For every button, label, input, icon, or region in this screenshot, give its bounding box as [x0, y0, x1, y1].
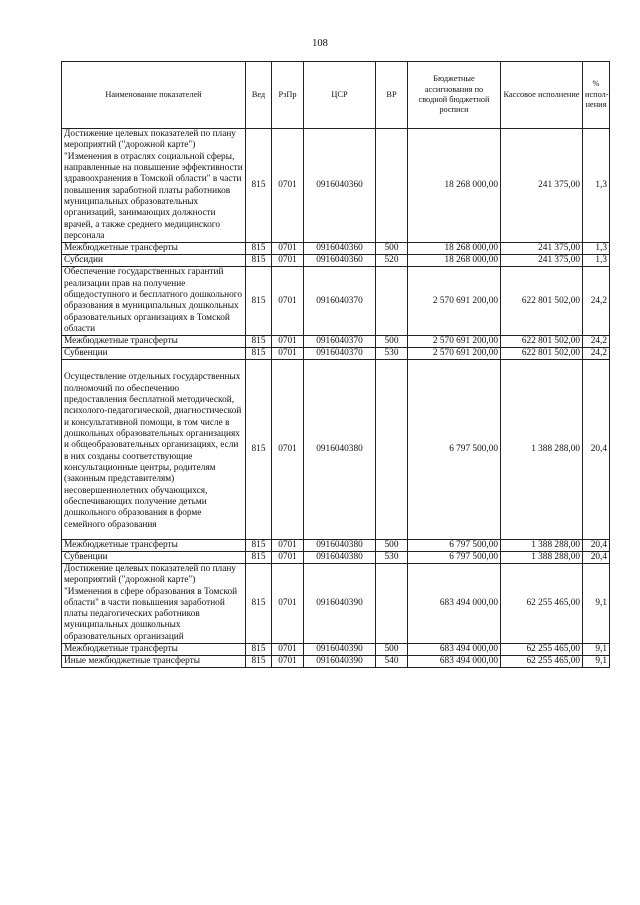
row-rzpr: 0701	[272, 255, 304, 267]
header-csr: ЦСР	[304, 62, 376, 129]
row-cash: 62 255 465,00	[501, 656, 583, 668]
row-rzpr: 0701	[272, 348, 304, 360]
row-budget: 18 268 000,00	[408, 129, 501, 243]
row-rzpr: 0701	[272, 551, 304, 563]
header-vr: ВР	[376, 62, 408, 129]
header-budget: Бюджетные ассигнования по сводной бюджетной росписи	[408, 62, 501, 129]
header-percent: % испол-нения	[583, 62, 610, 129]
row-rzpr: 0701	[272, 129, 304, 243]
row-csr: 0916040360	[304, 129, 376, 243]
row-name: Межбюджетные трансферты	[62, 539, 246, 551]
row-rzpr: 0701	[272, 563, 304, 643]
row-csr: 0916040360	[304, 243, 376, 255]
table-row	[62, 644, 610, 656]
budget-execution-table	[61, 61, 610, 668]
row-name: Межбюджетные трансферты	[62, 644, 246, 656]
row-name: Межбюджетные трансферты	[62, 243, 246, 255]
table-row	[62, 267, 610, 336]
row-ved: 815	[246, 644, 272, 656]
row-vr	[376, 267, 408, 336]
row-budget: 18 268 000,00	[408, 255, 501, 267]
row-percent: 1,3	[583, 129, 610, 243]
row-csr: 0916040380	[304, 551, 376, 563]
row-percent: 20,4	[583, 360, 610, 540]
row-csr: 0916040360	[304, 255, 376, 267]
row-rzpr: 0701	[272, 336, 304, 348]
row-cash: 1 388 288,00	[501, 360, 583, 540]
row-csr: 0916040390	[304, 563, 376, 643]
row-vr: 500	[376, 539, 408, 551]
row-rzpr: 0701	[272, 644, 304, 656]
table-row	[62, 336, 610, 348]
row-name: Осуществление отдельных государственных полномочий по обеспечению предоставления бесплатной методической, психолого-педагогической, диагностической и консультативной помощи, в том числе в дошкольных образовательных организациях и общеобразовательных организациях, если в них созданы соответствующие консультационные центры, родителям (законным представителям) несовершеннолетних обучающихся, обеспечивающих получение детьми дошкольного образования в форме семейного образования	[62, 360, 246, 540]
row-csr: 0916040390	[304, 644, 376, 656]
row-ved: 815	[246, 551, 272, 563]
row-cash: 62 255 465,00	[501, 563, 583, 643]
row-name: Субвенции	[62, 348, 246, 360]
row-csr: 0916040370	[304, 267, 376, 336]
row-percent: 20,4	[583, 539, 610, 551]
row-ved: 815	[246, 656, 272, 668]
header-rzpr: РзПр	[272, 62, 304, 129]
row-cash: 241 375,00	[501, 129, 583, 243]
header-row	[62, 62, 610, 129]
row-rzpr: 0701	[272, 267, 304, 336]
row-cash: 622 801 502,00	[501, 336, 583, 348]
row-name: Иные межбюджетные трансферты	[62, 656, 246, 668]
row-name: Межбюджетные трансферты	[62, 336, 246, 348]
row-csr: 0916040370	[304, 336, 376, 348]
table-row	[62, 243, 610, 255]
row-rzpr: 0701	[272, 656, 304, 668]
row-budget: 683 494 000,00	[408, 656, 501, 668]
row-rzpr: 0701	[272, 243, 304, 255]
row-percent: 20,4	[583, 551, 610, 563]
row-vr	[376, 563, 408, 643]
row-cash: 62 255 465,00	[501, 644, 583, 656]
row-name: Обеспечение государственных гарантий реализации прав на получение общедоступного и бесплатного дошкольного образования в муниципальных дошкольных образовательных организациях в Томской области	[62, 267, 246, 336]
row-ved: 815	[246, 348, 272, 360]
row-csr: 0916040370	[304, 348, 376, 360]
row-name: Достижение целевых показателей по плану мероприятий ("дорожной карте") "Изменения в сфере образования в Томской области" в части повышения заработной платы педагогических работников муниципальных дошкольных образовательных организаций	[62, 563, 246, 643]
row-csr: 0916040390	[304, 656, 376, 668]
row-ved: 815	[246, 255, 272, 267]
row-budget: 6 797 500,00	[408, 551, 501, 563]
row-cash: 241 375,00	[501, 255, 583, 267]
row-vr: 530	[376, 348, 408, 360]
header-ved: Вед	[246, 62, 272, 129]
row-csr: 0916040380	[304, 360, 376, 540]
row-vr: 520	[376, 255, 408, 267]
row-vr	[376, 360, 408, 540]
row-percent: 9,1	[583, 644, 610, 656]
row-budget: 683 494 000,00	[408, 563, 501, 643]
row-percent: 1,3	[583, 243, 610, 255]
table-row	[62, 656, 610, 668]
row-cash: 622 801 502,00	[501, 348, 583, 360]
page-number: 108	[312, 38, 328, 49]
table-row	[62, 539, 610, 551]
row-ved: 815	[246, 243, 272, 255]
table-row	[62, 348, 610, 360]
row-budget: 6 797 500,00	[408, 360, 501, 540]
header-name: Наименование показателей	[62, 62, 246, 129]
row-percent: 1,3	[583, 255, 610, 267]
row-budget: 18 268 000,00	[408, 243, 501, 255]
row-percent: 9,1	[583, 656, 610, 668]
row-vr: 500	[376, 336, 408, 348]
table-row	[62, 551, 610, 563]
row-ved: 815	[246, 563, 272, 643]
row-ved: 815	[246, 129, 272, 243]
row-vr	[376, 129, 408, 243]
row-vr: 530	[376, 551, 408, 563]
header-cash: Кассовое исполнение	[501, 62, 583, 129]
row-budget: 6 797 500,00	[408, 539, 501, 551]
row-rzpr: 0701	[272, 360, 304, 540]
row-vr: 500	[376, 243, 408, 255]
row-name: Субвенции	[62, 551, 246, 563]
row-budget: 2 570 691 200,00	[408, 336, 501, 348]
row-cash: 1 388 288,00	[501, 551, 583, 563]
row-budget: 2 570 691 200,00	[408, 267, 501, 336]
row-vr: 540	[376, 656, 408, 668]
row-percent: 24,2	[583, 348, 610, 360]
row-csr: 0916040380	[304, 539, 376, 551]
row-name: Достижение целевых показателей по плану мероприятий ("дорожной карте") "Изменения в отраслях социальной сферы, направленные на повышение эффективности здравоохранения в Томской области" в части повышения заработной платы работников муниципальных образовательных организаций, занимающих должности врачей, а также среднего медицинского персонала	[62, 129, 246, 243]
table-row	[62, 360, 610, 540]
table-row	[62, 255, 610, 267]
row-cash: 241 375,00	[501, 243, 583, 255]
row-budget: 2 570 691 200,00	[408, 348, 501, 360]
row-cash: 622 801 502,00	[501, 267, 583, 336]
row-percent: 24,2	[583, 336, 610, 348]
row-budget: 683 494 000,00	[408, 644, 501, 656]
row-percent: 9,1	[583, 563, 610, 643]
row-ved: 815	[246, 360, 272, 540]
row-ved: 815	[246, 539, 272, 551]
row-percent: 24,2	[583, 267, 610, 336]
row-cash: 1 388 288,00	[501, 539, 583, 551]
table-row	[62, 129, 610, 243]
row-rzpr: 0701	[272, 539, 304, 551]
row-ved: 815	[246, 336, 272, 348]
table-row	[62, 563, 610, 643]
row-name: Субсидии	[62, 255, 246, 267]
row-vr: 500	[376, 644, 408, 656]
row-ved: 815	[246, 267, 272, 336]
